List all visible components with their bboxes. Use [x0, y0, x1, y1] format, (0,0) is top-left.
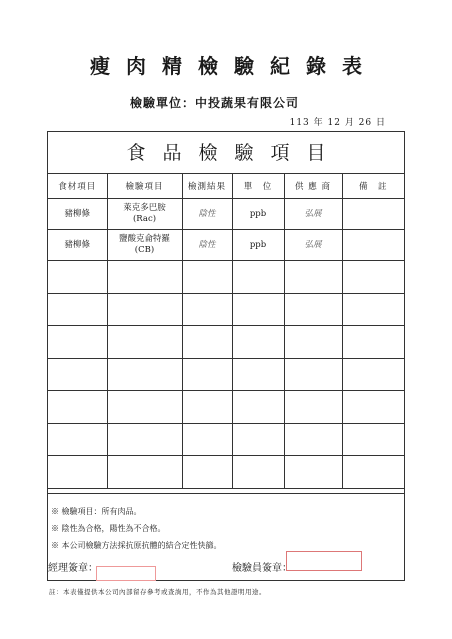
empty-table-row [48, 456, 404, 489]
note-line: ※ 陰性為合格，陽性為不合格。 [51, 524, 166, 533]
document-title: 瘦肉精檢驗紀錄表 [90, 54, 378, 78]
unit-cell: ppb [232, 230, 284, 261]
section-title: 食品檢驗項目 [48, 132, 404, 174]
header-item: 檢驗項目 [107, 174, 182, 199]
empty-table-row [48, 391, 404, 424]
table-row [48, 199, 404, 230]
empty-table-row [48, 293, 404, 326]
inspection-form [47, 131, 405, 581]
empty-table-row [48, 326, 404, 359]
note-cell [342, 199, 404, 230]
header-note: 備 註 [342, 174, 404, 199]
signature-row [48, 556, 408, 576]
item-name: 鹽酸克侖特羅 [118, 234, 170, 244]
footer-note: 註：本表僅提供本公司內部留存參考或查詢用，不作為其他證明用途。 [49, 588, 266, 596]
table-row [48, 230, 404, 261]
ingredient-cell: 豬柳條 [48, 199, 107, 230]
inspector-stamp [286, 551, 362, 571]
empty-table-row [48, 423, 404, 456]
note-line: ※ 本公司檢驗方法採抗原抗體的結合定性快篩。 [51, 541, 222, 550]
manager-stamp [96, 566, 156, 581]
item-code: (Rac) [132, 214, 157, 224]
note-cell [342, 230, 404, 261]
empty-table-row [48, 358, 404, 391]
item-name: 萊克多巴胺 [123, 203, 166, 213]
inspection-unit-label: 檢驗單位： [130, 96, 196, 110]
item-code: (CB) [134, 245, 155, 255]
result-cell: 陰性 [182, 230, 232, 261]
inspection-unit-line [130, 94, 299, 111]
item-cell [107, 230, 182, 261]
ingredient-cell: 豬柳條 [48, 230, 107, 261]
supplier-cell: 弘展 [284, 230, 342, 261]
item-cell [107, 199, 182, 230]
inspection-date: 113 年 12 月 26 日 [289, 118, 386, 128]
header-ingredient: 食材項目 [48, 174, 107, 199]
header-supplier: 供 應 商 [284, 174, 342, 199]
supplier-cell: 弘展 [284, 199, 342, 230]
inspection-unit-name: 中投蔬果有限公司 [195, 96, 300, 110]
inspection-table [48, 174, 404, 489]
header-unit: 單 位 [232, 174, 284, 199]
empty-table-row [48, 261, 404, 294]
result-cell: 陰性 [182, 199, 232, 230]
note-line: ※ 檢驗項目：所有肉品。 [51, 507, 142, 516]
header-result: 檢測結果 [182, 174, 232, 199]
inspector-signature-label: 檢驗員簽章： [232, 563, 292, 574]
unit-cell: ppb [232, 199, 284, 230]
manager-signature-label: 經理簽章： [48, 563, 98, 574]
table-header-row [48, 174, 404, 199]
